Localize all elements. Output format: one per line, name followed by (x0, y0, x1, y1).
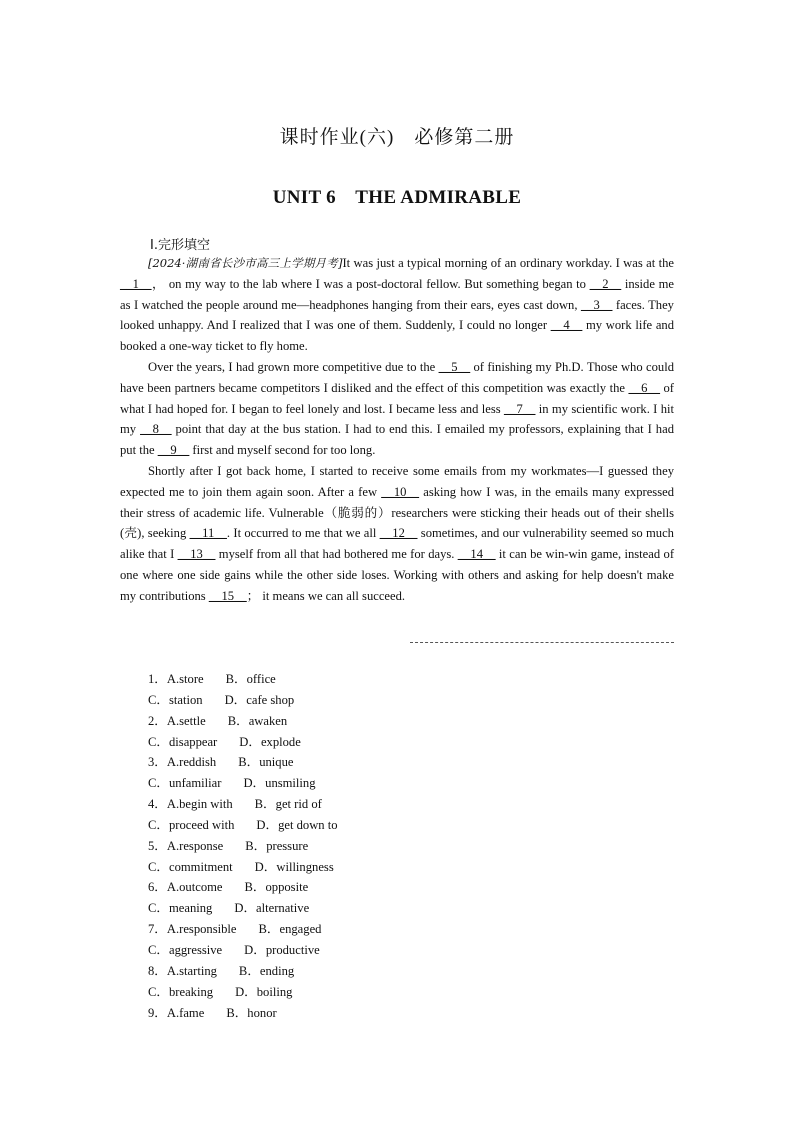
blank-9: __9__ (157, 443, 190, 458)
passage-text: Over the years, I had grown more competitive due to the (148, 359, 439, 374)
option-row (148, 773, 548, 794)
blank-10: __10__ (381, 484, 420, 499)
source-citation: [2024·湖南省长沙市高三上学期月考] (148, 256, 343, 270)
option-gap (217, 732, 239, 753)
option-first: 7．A.responsible (148, 922, 237, 937)
blank-13: __13__ (177, 547, 216, 562)
blank-8: __8__ (140, 422, 172, 437)
option-second: B．awaken (227, 713, 288, 728)
option-row (148, 940, 548, 961)
blank-4: __4__ (550, 318, 583, 333)
blank-2: __2__ (589, 276, 622, 291)
passage-text: it can be win-win game, instead of one where one side gains while the other side loses. Working with others and asking for help doesn't make my contributions (120, 547, 675, 603)
passage-text: It was just a typical morning of an ordinary workday. I was at the (342, 256, 674, 270)
option-row (148, 752, 548, 773)
passage-text: sometimes, and our vulnerability seemed so much alike that I (120, 526, 674, 562)
passage-text: . It occurred to me that we all (226, 526, 380, 541)
option-second: B．unique (238, 755, 294, 770)
cloze-passage (120, 253, 674, 607)
blank-11: __11__ (189, 526, 227, 541)
passage-text: of what I had hoped for. I began to feel lonely and lost. I became less and less (120, 380, 675, 416)
blank-12: __12__ (379, 526, 418, 541)
passage-text: asking how I was, in the emails many expressed their stress of academic life. Vulnerable（脆弱的）researchers were sticking their heads out of their shells (壳), seeking (120, 484, 674, 541)
passage-text: my work life and booked a one-way ticket to fly home. (120, 318, 674, 354)
option-first: 3．A.reddish (148, 755, 217, 770)
option-second: B．pressure (245, 838, 309, 853)
option-row (148, 815, 548, 836)
paragraph-2 (120, 357, 674, 461)
option-first: C．unfamiliar (148, 776, 222, 791)
page-title: 课时作业(六) 必修第二册 (279, 127, 515, 148)
passage-text: inside me as I watched the people around me—headphones hanging from their ears, eyes cast down, (120, 276, 674, 312)
option-second: D．unsmiling (243, 776, 316, 791)
passage-text: point that day at the bus station. I had to end this. I emailed my professors, explaining that I had put the (120, 422, 674, 458)
blank-15: __15__ (208, 588, 247, 603)
passage-text: Shortly after I got back home, I started to receive some emails from my workmates—I guessed they expected me to join them again soon. After a few (120, 463, 674, 499)
blank-5: __5__ (438, 359, 471, 374)
option-first: C．breaking (148, 984, 214, 999)
option-second: B．ending (238, 963, 295, 978)
option-first: C．commitment (148, 859, 233, 874)
option-gap (223, 877, 245, 898)
options-list (148, 669, 548, 1023)
option-second: B．engaged (258, 922, 322, 937)
passage-text: first and myself second for too long. (189, 443, 376, 458)
option-row (148, 794, 548, 815)
option-gap (203, 690, 225, 711)
option-row (148, 732, 548, 753)
passage-text: ， on my way to the lab where I was a post-doctoral fellow. But something began to (151, 276, 590, 291)
option-first: C．aggressive (148, 942, 223, 957)
option-first: C．station (148, 692, 203, 707)
option-first: 6．A.outcome (148, 880, 223, 895)
option-second: B．office (225, 672, 276, 686)
passage-text: faces. They looked unhappy. And I realized that I was one of them. Suddenly, I could no longer (120, 297, 674, 333)
option-first: C．meaning (148, 901, 213, 916)
option-gap (223, 836, 245, 857)
option-second: D．willingness (254, 859, 334, 874)
option-gap (221, 773, 243, 794)
paragraph-1-body (120, 256, 674, 353)
option-row (148, 836, 548, 857)
option-gap (206, 711, 228, 732)
option-first: 5．A.response (148, 838, 224, 853)
option-first: C．proceed with (148, 817, 235, 832)
dashed-divider (410, 642, 674, 643)
option-second: D．alternative (234, 901, 310, 916)
option-second: D．cafe shop (224, 692, 295, 707)
blank-6: __6__ (628, 380, 660, 395)
option-row (148, 669, 548, 690)
option-second: B．get rid of (254, 797, 322, 812)
paragraph-3 (120, 461, 674, 607)
option-second: D．get down to (256, 817, 338, 832)
passage-text: of finishing my Ph.D. Those who could have been partners became competitors I disliked and the effect of this competition was exactly the (120, 359, 675, 395)
option-row (148, 919, 548, 940)
option-first: 2．A.settle (148, 713, 206, 728)
option-second: B．opposite (244, 880, 309, 895)
option-row (148, 877, 548, 898)
option-second: B．honor (226, 1005, 277, 1020)
option-first: 4．A.begin with (148, 797, 233, 812)
option-gap (233, 857, 255, 878)
option-gap (213, 982, 235, 1003)
section-label: Ⅰ.完形填空 (150, 238, 210, 253)
unit-title: UNIT 6 THE ADMIRABLE (272, 187, 522, 208)
paragraph-1 (120, 253, 674, 357)
passage-text: in my scientific work. I hit my (120, 401, 674, 437)
blank-14: __14__ (457, 547, 496, 562)
option-row (148, 961, 548, 982)
option-first: 8．A.starting (148, 963, 217, 978)
option-row (148, 898, 548, 919)
option-second: D．productive (244, 942, 320, 957)
option-second: D．explode (239, 734, 301, 749)
option-gap (234, 815, 256, 836)
option-first: 1．A.store (148, 672, 204, 686)
passage-text: ； it means we can all succeed. (246, 588, 406, 603)
option-row (148, 1003, 548, 1024)
blank-3: __3__ (580, 297, 613, 312)
option-row (148, 857, 548, 878)
option-gap (222, 940, 244, 961)
option-first: C．disappear (148, 734, 218, 749)
option-gap (204, 669, 226, 690)
blank-1: __1__ (120, 276, 152, 291)
option-row (148, 711, 548, 732)
option-first: 9．A.fame (148, 1005, 205, 1020)
option-gap (212, 898, 234, 919)
option-gap (216, 752, 238, 773)
passage-text: myself from all that had bothered me for days. (215, 547, 458, 562)
option-row (148, 982, 548, 1003)
option-gap (204, 1003, 226, 1024)
option-row (148, 690, 548, 711)
option-gap (217, 961, 239, 982)
option-gap (233, 794, 255, 815)
option-second: D．boiling (235, 984, 293, 999)
option-gap (237, 919, 259, 940)
blank-7: __7__ (503, 401, 536, 416)
